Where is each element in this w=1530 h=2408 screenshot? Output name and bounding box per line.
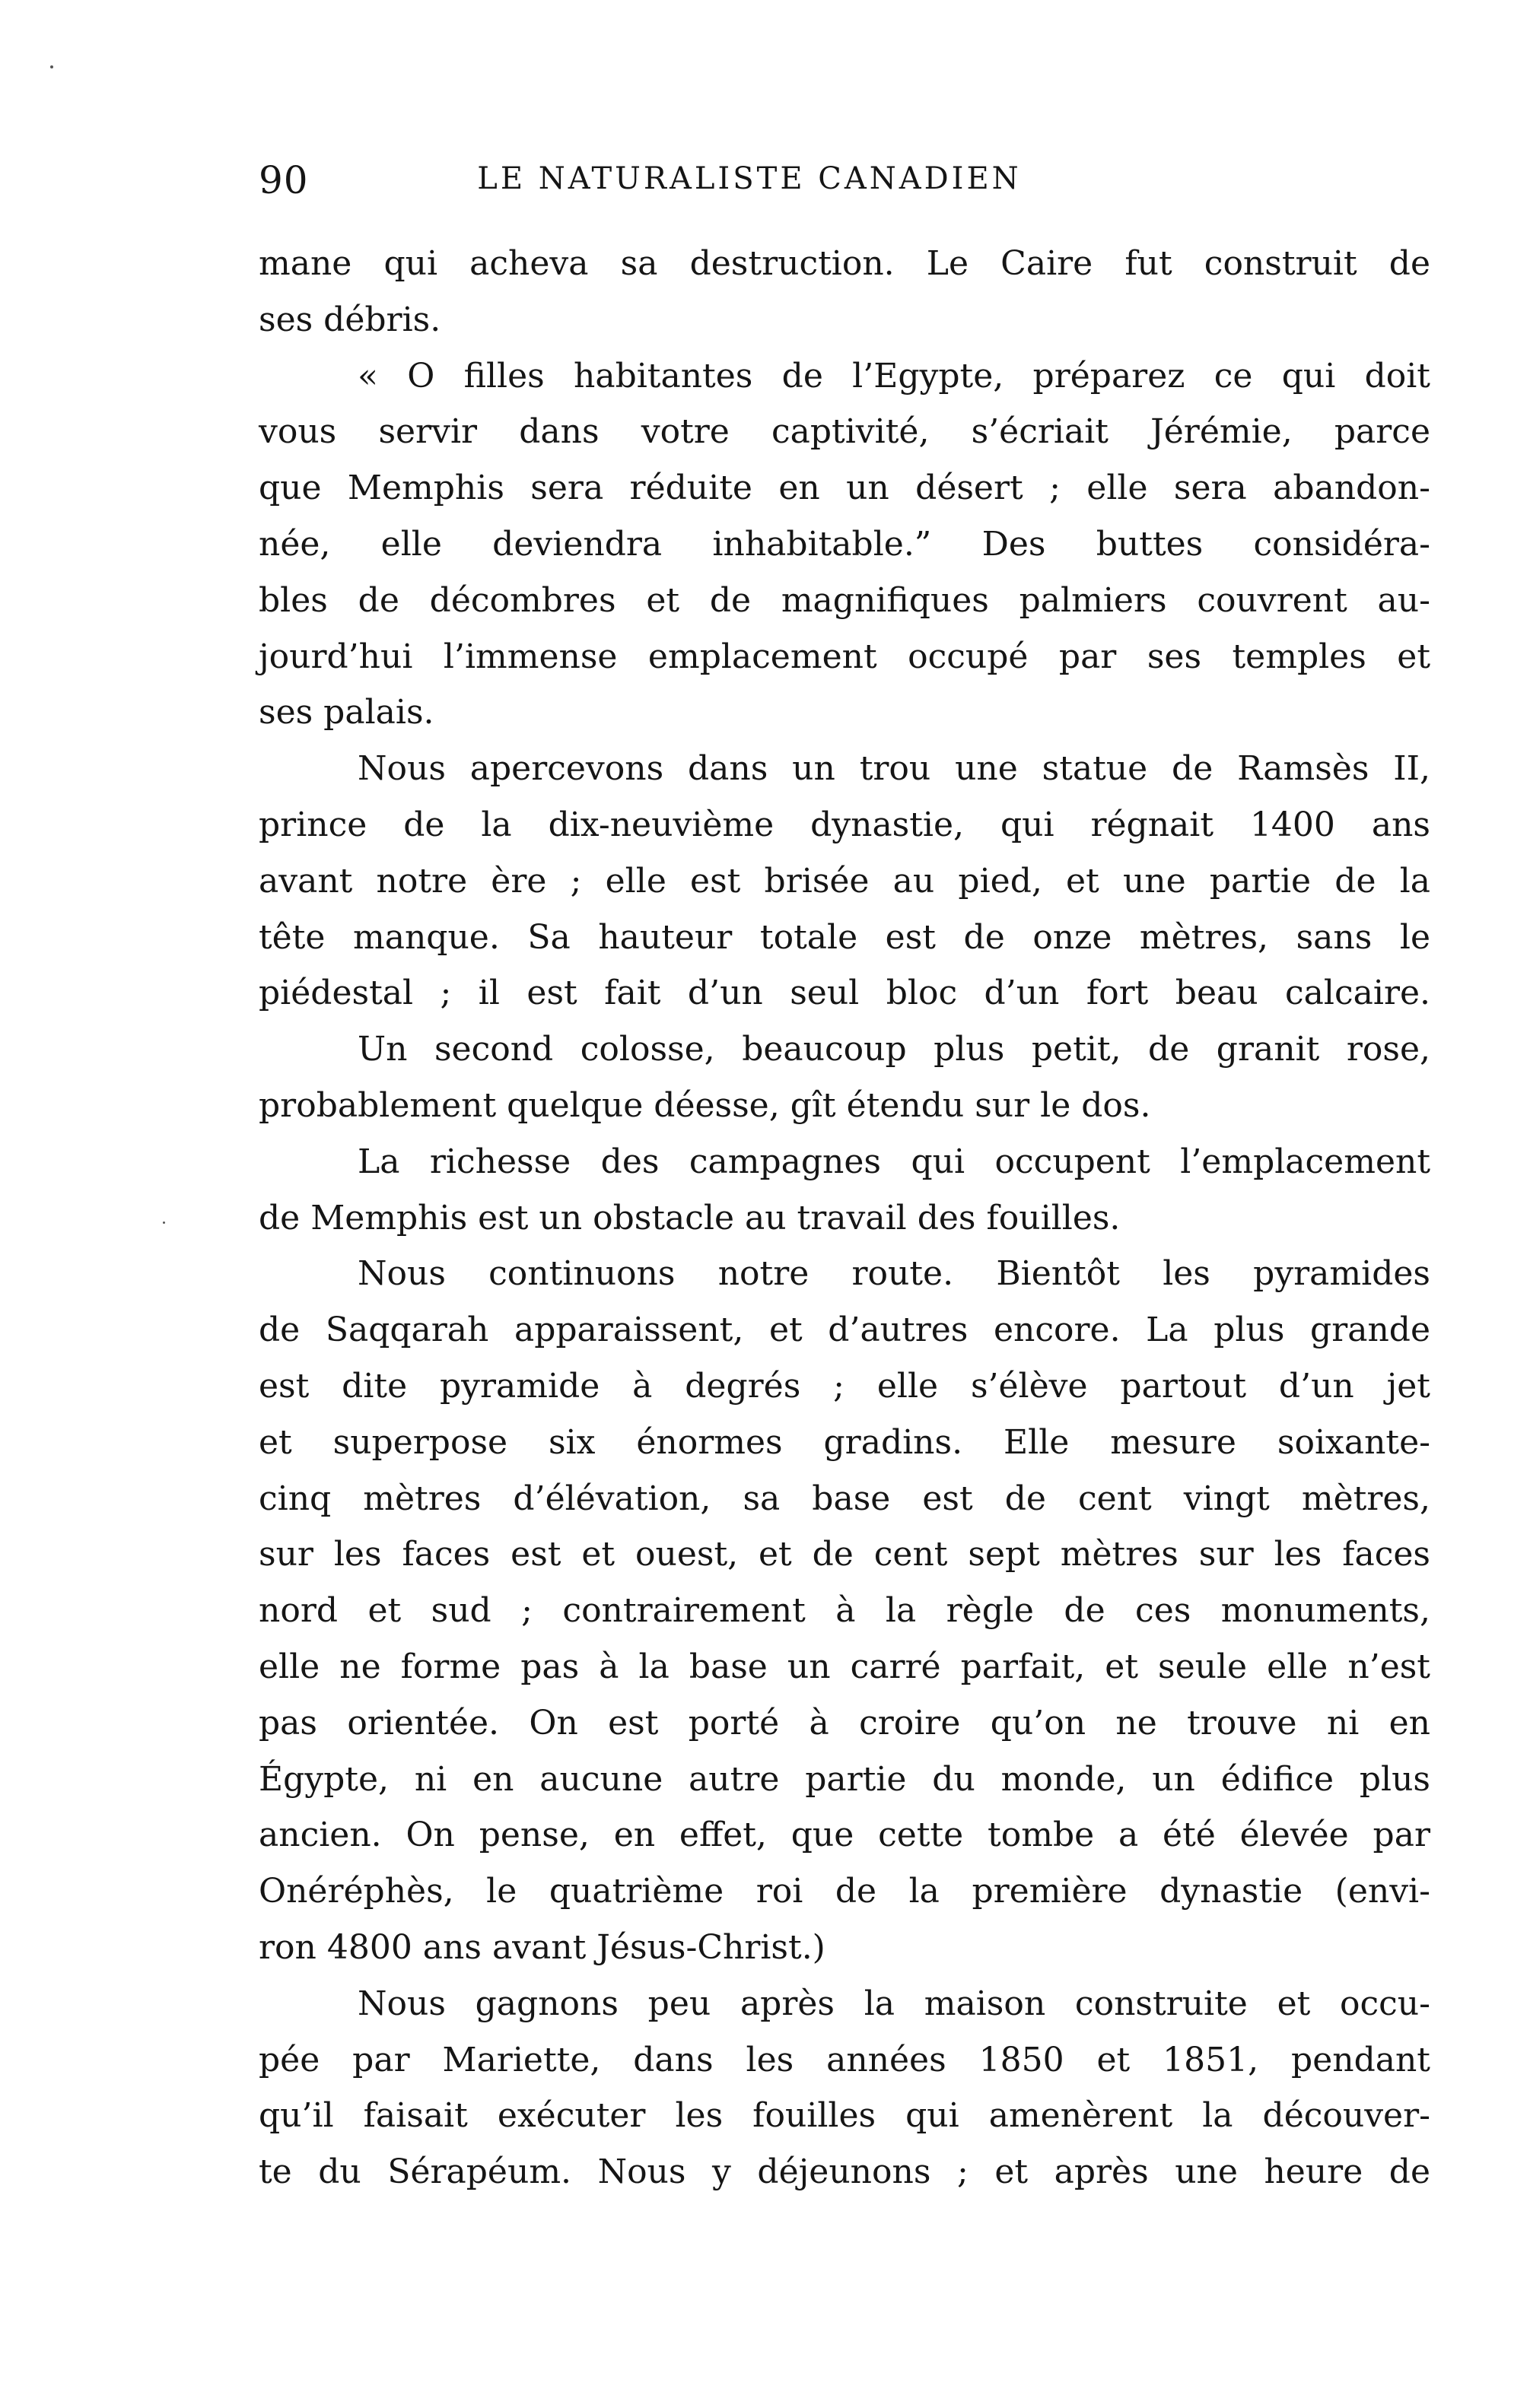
text-line: elle ne forme pas à la base un carré parfait, et seule elle n’est: [259, 1647, 1430, 1686]
text-line: tête manque. Sa hauteur totale est de onze mètres, sans le: [259, 917, 1430, 957]
running-head: LE NATURALISTE CANADIEN: [477, 161, 1022, 196]
text-line: et superpose six énormes gradins. Elle mesure soixante-: [259, 1422, 1430, 1462]
text-line: La richesse des campagnes qui occupent l’emplacement: [358, 1142, 1430, 1181]
text-line: piédestal ; il est fait d’un seul bloc d’un fort beau calcaire.: [259, 974, 1430, 1013]
text-line: qu’il faisait exécuter les fouilles qui amenèrent la découver-: [259, 2096, 1430, 2136]
scan-speck: [50, 65, 53, 68]
text-line: pée par Mariette, dans les années 1850 et 1851, pendant: [259, 2040, 1430, 2079]
text-line: ancien. On pense, en effet, que cette tombe a été élevée par: [259, 1816, 1430, 1855]
page-number: 90: [259, 158, 309, 202]
text-line: Nous apercevons dans un trou une statue de Ramsès II,: [358, 749, 1430, 789]
text-line: prince de la dix-neuvième dynastie, qui régnait 1400 ans: [259, 805, 1430, 844]
text-line: jourd’hui l’immense emplacement occupé par ses temples et: [259, 637, 1430, 676]
text-line: nord et sud ; contrairement à la règle de ces monuments,: [259, 1591, 1430, 1631]
text-line: Onéréphès, le quatrième roi de la première dynastie (envi-: [259, 1872, 1430, 1911]
text-line: Nous gagnons peu après la maison construite et occu-: [358, 1984, 1430, 2023]
text-line: probablement quelque déesse, gît étendu sur le dos.: [259, 1085, 1151, 1125]
text-line: vous servir dans votre captivité, s’écriait Jérémie, parce: [259, 412, 1430, 452]
scan-speck: [163, 1221, 165, 1224]
text-line: ron 4800 ans avant Jésus-Christ.): [259, 1927, 825, 1967]
text-line: née, elle deviendra inhabitable.” Des buttes considéra-: [259, 524, 1430, 564]
text-line: sur les faces est et ouest, et de cent sept mètres sur les faces: [259, 1535, 1430, 1574]
text-line: de Memphis est un obstacle au travail des fouilles.: [259, 1198, 1121, 1237]
text-line: « O filles habitantes de l’Egypte, préparez ce qui doit: [358, 356, 1430, 396]
text-line: de Saqqarah apparaissent, et d’autres encore. La plus grande: [259, 1310, 1430, 1350]
text-line: cinq mètres d’élévation, sa base est de cent vingt mètres,: [259, 1479, 1430, 1518]
text-line: Nous continuons notre route. Bientôt les pyramides: [358, 1254, 1430, 1294]
body-text: [259, 236, 1430, 2200]
text-line: Égypte, ni en aucune autre partie du monde, un édifice plus: [259, 1759, 1430, 1799]
text-line: te du Sérapéum. Nous y déjeunons ; et après une heure de: [259, 2152, 1430, 2192]
text-line: ses palais.: [259, 693, 434, 732]
text-line: que Memphis sera réduite en un désert ; elle sera abandon-: [259, 469, 1430, 508]
text-line: est dite pyramide à degrés ; elle s’élève partout d’un jet: [259, 1366, 1430, 1406]
text-line: avant notre ère ; elle est brisée au pied, et une partie de la: [259, 861, 1430, 901]
text-line: pas orientée. On est porté à croire qu’on ne trouve ni en: [259, 1703, 1430, 1742]
text-line: mane qui acheva sa destruction. Le Caire fut construit de: [259, 244, 1430, 283]
text-line: bles de décombres et de magnifiques palmiers couvrent au-: [259, 580, 1430, 620]
page-header: [259, 158, 1240, 211]
text-line: Un second colosse, beaucoup plus petit, de granit rose,: [358, 1030, 1430, 1069]
text-line: ses débris.: [259, 300, 441, 339]
